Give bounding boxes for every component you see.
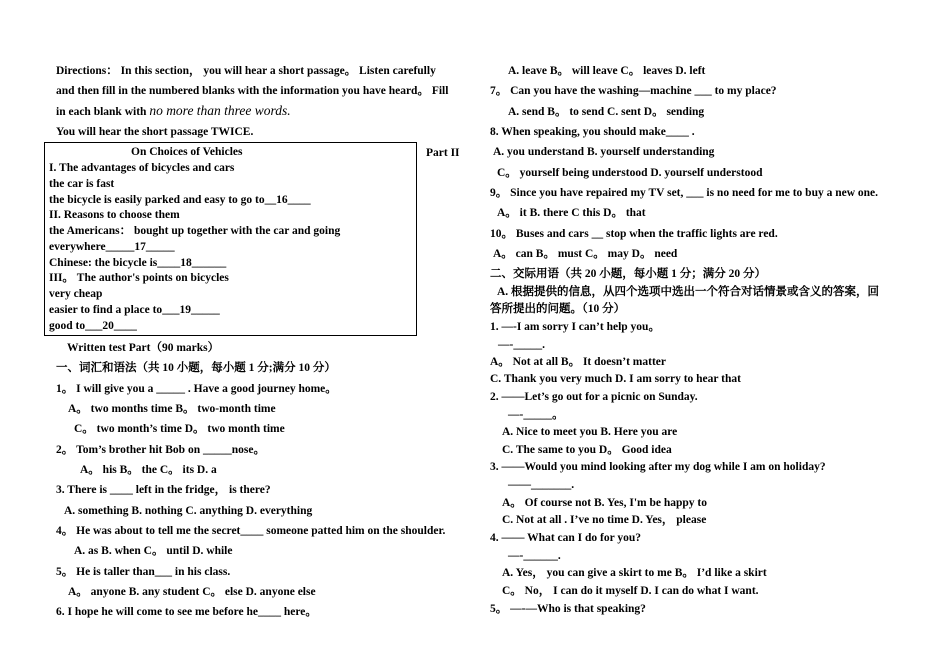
notes-line-6: [49, 240, 175, 254]
conversation-1-options-ab[interactable]: A。 Not at all B。 It doesn’t matter: [490, 356, 666, 368]
question-3-options[interactable]: A. something B. nothing C. anything D. everything: [64, 505, 313, 517]
notes-line-1: I. The advantages of bicycles and cars: [49, 162, 235, 174]
conversation-1: 1. —-I am sorry I can’t help you。: [490, 321, 660, 333]
conversation-4: 4. —— What can I do for you?: [490, 532, 642, 544]
notes-line-9: very cheap: [49, 288, 103, 300]
question-1-options-cd[interactable]: C。 two month’s time D。 two month time: [74, 423, 285, 435]
conversation-4-options-cd[interactable]: C。 No， I can do it myself D. I can do what I want.: [502, 585, 759, 597]
notes-line-8: III。 The author's points on bicycles: [49, 272, 229, 284]
blank-16[interactable]: __16____: [264, 194, 311, 206]
conversation-2: 2. ——Let’s go out for a picnic on Sunday.: [490, 391, 698, 403]
question-9: 9。 Since you have repaired my TV set, ___ is no need for me to buy a new one.: [490, 187, 879, 199]
conversation-4-response: —-______.: [508, 550, 561, 562]
question-6: 6. I hope he will come to see me before he____ here。: [56, 606, 317, 618]
question-1-options-ab[interactable]: A。 two months time B。 two-month time: [68, 403, 276, 415]
notes-line-4: II. Reasons to choose them: [49, 209, 180, 221]
question-5: 5。 He is taller than___ in his class.: [56, 566, 231, 578]
section-2-instructions-2: 答所提出的问题。（10 分）: [490, 303, 626, 315]
conversation-1-options-cd[interactable]: C. Thank you very much D. I am sorry to hear that: [490, 373, 741, 385]
conversation-2-options-cd[interactable]: C. The same to you D。 Good idea: [502, 444, 672, 456]
conversation-3: 3. ——Would you mind looking after my dog while I am on holiday?: [490, 461, 826, 473]
notes-line-2: the car is fast: [49, 178, 115, 190]
conversation-2-response: —-_____。: [508, 409, 564, 421]
question-7: 7。 Can you have the washing—machine ___ to my place?: [490, 85, 777, 97]
directions-line-3-text: in each blank with: [56, 106, 150, 118]
conversation-1-response: —-_____.: [498, 339, 545, 351]
question-2-options[interactable]: A。 his B。 the C。 its D. a: [80, 464, 217, 476]
written-test-title: Written test Part（90 marks）: [67, 342, 220, 354]
notes-line-5: the Americans： bought up together with the car and going: [49, 225, 341, 237]
conversation-3-response: ——_______.: [508, 479, 575, 491]
part-2-label: Part II: [426, 147, 460, 159]
notes-title: On Choices of Vehicles: [131, 146, 243, 158]
section-2-heading: 二、交际用语（共 20 小题，每小题 1 分；满分 20 分）: [490, 268, 766, 280]
directions-emphasis: no more than three words.: [149, 103, 291, 118]
question-1: 1。 I will give you a _____ . Have a good journey home。: [56, 383, 337, 395]
blank-17[interactable]: _____17_____: [105, 241, 175, 253]
question-3: 3. There is ____ left in the fridge， is there?: [56, 484, 271, 496]
conversation-5: 5。 —-—Who is that speaking?: [490, 603, 646, 615]
question-8: 8. When speaking, you should make____ .: [490, 126, 695, 138]
blank-18[interactable]: ____18______: [157, 257, 227, 269]
notes-line-7-text: Chinese: the bicycle is: [49, 257, 158, 269]
question-9-options[interactable]: A。 it B. there C this D。 that: [497, 207, 646, 219]
blank-19[interactable]: ___19_____: [162, 304, 220, 316]
notes-line-10-text: easier to find a place to: [49, 304, 163, 316]
notes-line-11-text: good to: [49, 320, 86, 332]
section-2-instructions-1: A. 根据提供的信息，从四个选项中选出一个符合对话情景或含义的答案，回: [497, 286, 880, 298]
notes-line-3-text: the bicycle is easily parked and easy to go to: [49, 194, 265, 206]
question-6-options[interactable]: A. leave B。 will leave C。 leaves D. left: [508, 65, 706, 77]
question-7-options[interactable]: A. send B。 to send C. sent D。 sending: [508, 106, 705, 118]
conversation-4-options-ab[interactable]: A. Yes， you can give a skirt to me B。 I’d like a skirt: [502, 567, 767, 579]
notes-line-11: [49, 319, 137, 333]
question-4: 4。 He was about to tell me the secret____ someone patted him on the shoulder.: [56, 525, 446, 537]
conversation-3-options-ab[interactable]: A。 Of course not B. Yes, I'm be happy to: [502, 497, 707, 509]
blank-20[interactable]: ___20____: [85, 320, 137, 332]
notes-line-6-text: everywhere: [49, 241, 106, 253]
conversation-3-options-cd[interactable]: C. Not at all . I’ve no time D. Yes， please: [502, 514, 707, 526]
question-10: 10。 Buses and cars __ stop when the traffic lights are red.: [490, 228, 778, 240]
section-1-heading: 一、词汇和语法（共 10 小题，每小题 1 分;满分 10 分）: [56, 362, 336, 374]
question-8-options-cd[interactable]: C。 yourself being understood D. yourself understood: [497, 167, 763, 179]
question-4-options[interactable]: A. as B. when C。 until D. while: [74, 545, 233, 557]
notes-line-7: [49, 256, 226, 270]
question-10-options[interactable]: A。 can B。 must C。 may D。 need: [493, 248, 678, 260]
directions-line-2: and then fill in the numbered blanks with the information you have heard。 Fill: [56, 85, 449, 97]
notes-line-3: [49, 193, 311, 207]
notes-line-10: [49, 303, 220, 317]
question-2: 2。 Tom’s brother hit Bob on _____nose。: [56, 444, 265, 456]
directions-line-3: [56, 104, 291, 119]
question-8-options-ab[interactable]: A. you understand B. yourself understanding: [493, 146, 715, 158]
directions-line-1: Directions： In this section， you will hear a short passage。 Listen carefully: [56, 65, 436, 77]
question-5-options[interactable]: A。 anyone B. any student C。 else D. anyone else: [68, 586, 316, 598]
conversation-2-options-ab[interactable]: A. Nice to meet you B. Here you are: [502, 426, 678, 438]
directions-line-4: You will hear the short passage TWICE.: [56, 126, 254, 138]
